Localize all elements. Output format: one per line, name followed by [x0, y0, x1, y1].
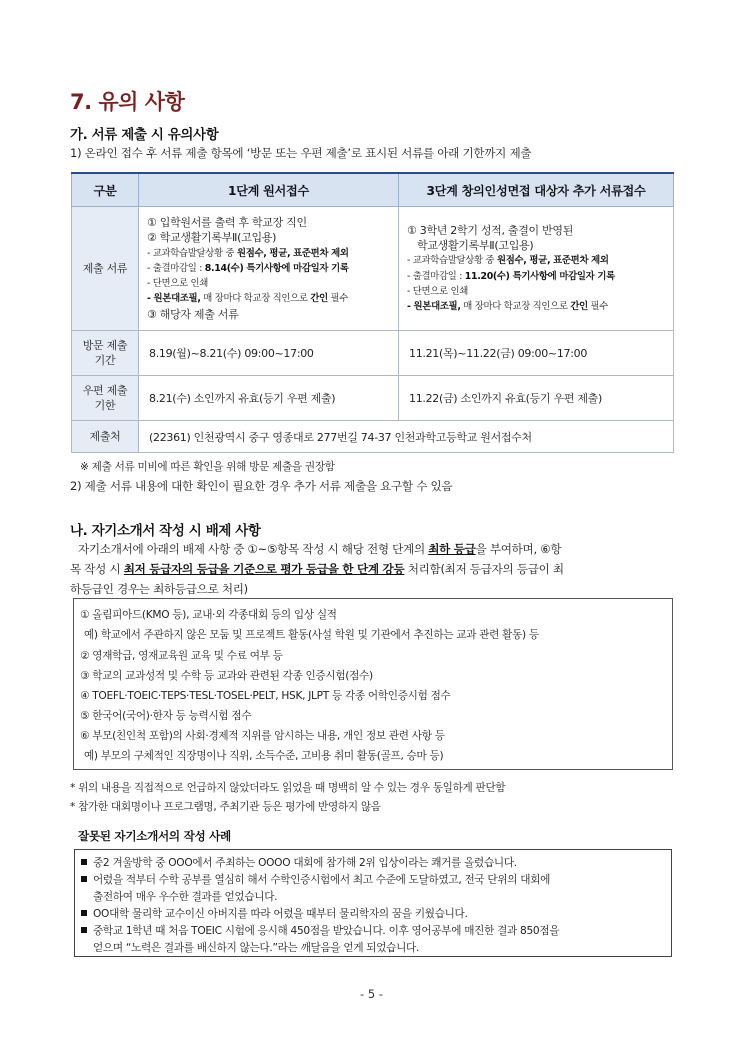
cell-stage3-mail: [399, 376, 674, 421]
square-bullet-icon: [81, 927, 87, 933]
visit-period-stage1: 8.19(월)~8.21(수) 09:00~17:00: [149, 347, 314, 360]
stage1-item2: ② 학교생활기록부Ⅱ(고입용): [147, 231, 277, 245]
note-visit-recommend: ※ 제출 서류 미비에 따른 확인을 위해 방문 제출을 권장함: [80, 461, 335, 473]
note-text: 필수: [327, 293, 349, 305]
exclusion-intro-line2: [70, 561, 564, 577]
intro-text: 을 부여하며, ⑥항: [475, 542, 562, 556]
bad-example-continuation: 얻으며 “노력은 결과를 배신하지 않는다.”라는 깨달음을 얻게 되었습니다.: [93, 942, 420, 954]
exclusion-item: ⑤ 한국어(국어)·한자 등 능력시험 점수: [80, 710, 252, 722]
intro-text: 처리함(최저 등급자의 등급이 최: [404, 562, 564, 576]
stage3-note4: [407, 299, 665, 314]
cell-destination: [139, 421, 674, 453]
stage1-note3: - 단면으로 인쇄: [147, 278, 208, 290]
note-text: - 출결마감일 :: [147, 262, 205, 274]
instruction-line-2: 2) 제출 서류 내용에 대한 확인이 필요한 경우 추가 서류 제출을 요구할 수 있음: [70, 479, 453, 493]
intro-text: 목 작성 시: [70, 562, 124, 576]
square-bullet-icon: [81, 859, 87, 865]
exclusion-item: 예) 학교에서 주관하지 않은 모둠 및 프로젝트 활동(사설 학원 및 기관에서 추진하는 교과 관련 활동) 등: [84, 629, 539, 641]
stage1-note2: [147, 261, 390, 276]
cell-stage1-visit: [139, 331, 399, 376]
note-text: 매 장마다 학교장 직인으로: [200, 293, 311, 305]
square-bullet-icon: [81, 876, 87, 882]
exclusion-item: 예) 부모의 구체적인 직장명이나 직위, 소득수준, 고비용 취미 활동(골프, 승마 등): [84, 750, 444, 762]
intro-emphasis: 최하 등급: [428, 542, 476, 556]
intro-text: 자기소개서에 아래의 배제 사항 중 ①~⑤항목 작성 시 해당 전형 단계의: [78, 542, 429, 556]
stage1-item1: ① 입학원서를 출력 후 학교장 직인: [147, 215, 307, 229]
cell-stage1-docs: [139, 207, 399, 331]
header-stage3: 3단계 창의인성면접 대상자 추가 서류접수: [399, 173, 674, 207]
row-label-visit: [72, 331, 139, 376]
exclusion-item: ② 영재학급, 영재교육원 교육 및 수료 여부 등: [80, 650, 283, 662]
note-text: 필수: [587, 301, 609, 313]
row-label-line: 방문 제출: [82, 339, 128, 352]
stage3-note3: - 단면으로 인쇄: [407, 285, 468, 297]
table-row-destination: [72, 421, 674, 453]
row-label-line: 기한: [94, 399, 116, 412]
bad-example-text: OO대학 물리학 교수이신 아버지를 따라 어렸을 때부터 물리학자의 꿈을 키웠습니다.: [93, 908, 468, 920]
mail-deadline-stage1: 8.21(수) 소인까지 유효(등기 우편 제출): [149, 392, 336, 405]
note-bold: 원점수, 평균, 표준편차 제외: [496, 255, 609, 267]
note-bold: - 원본대조필,: [407, 301, 461, 313]
star-note: * 위의 내용을 직접적으로 언급하지 않았더라도 읽었을 때 명백히 알 수 있는 경우 동일하게 판단함: [70, 782, 506, 794]
note-bold: 원점수, 평균, 표준편차 제외: [236, 247, 349, 259]
note-text: - 교과학습발달상황 중: [407, 255, 497, 267]
bad-examples-box: [74, 849, 672, 957]
submission-schedule-table: [71, 172, 674, 453]
table-row-visit: [72, 331, 674, 376]
table-row-docs: [72, 207, 674, 331]
exclusion-list-box: [73, 598, 673, 770]
note-bold: 11.20(수) 특기사항에 마감일자 기록: [464, 270, 615, 282]
stage1-item3: ③ 해당자 제출 서류: [147, 307, 239, 321]
exclusion-intro-line3: 하등급인 경우는 최하등급으로 처리): [70, 582, 248, 596]
stage3-note1: [407, 253, 665, 268]
note-bold: - 원본대조필,: [147, 293, 201, 305]
cell-stage3-visit: [399, 331, 674, 376]
bad-example-text: 중학교 1학년 때 처음 TOEIC 시험에 응시해 450점을 받았습니다. 이후 영어공부에 매진한 결과 850점을: [93, 925, 560, 937]
note-bold: 8.14(수) 특기사항에 마감일자 기록: [204, 262, 349, 274]
bad-example-item: [81, 872, 550, 887]
cell-stage3-docs: [399, 207, 674, 331]
bad-example-item: [81, 906, 468, 921]
stage1-note4: [147, 291, 390, 306]
table-row-mail: [72, 376, 674, 421]
visit-period-stage3: 11.21(목)~11.22(금) 09:00~17:00: [409, 347, 588, 360]
subsection-a-title: 가. 서류 제출 시 유의사항: [70, 127, 219, 143]
exclusion-item: ④ TOEFL·TOEIC·TEPS·TESL·TOSEL·PELT, HSK, JLPT 등 각종 어학인증시험 점수: [80, 690, 451, 702]
bad-example-continuation: 출전하여 매우 우수한 결과를 얻었습니다.: [93, 891, 278, 903]
mail-deadline-stage3: 11.22(금) 소인까지 유효(등기 우편 제출): [409, 392, 602, 405]
page-number: - 5 -: [360, 987, 383, 1001]
stage1-note1: [147, 246, 390, 261]
destination-address: (22361) 인천광역시 중구 영종대로 277번길 74-37 인천과학고등학교 원서접수처: [149, 430, 532, 444]
header-stage1: 1단계 원서접수: [139, 173, 399, 207]
exclusion-item: ① 올림피아드(KMO 등), 교내·외 각종대회 등의 입상 실적: [80, 609, 337, 621]
star-note: * 참가한 대회명이나 프로그램명, 주최기관 등은 평가에 반영하지 않음: [70, 801, 381, 813]
bad-example-item: [81, 855, 517, 870]
note-bold: 간인: [310, 293, 328, 305]
row-label-mail: [72, 376, 139, 421]
exclusion-item: ③ 학교의 교과성적 및 수학 등 교과와 관련된 각종 인증시험(점수): [80, 670, 373, 682]
cell-stage1-mail: [139, 376, 399, 421]
subsection-b-title: 나. 자기소개서 작성 시 배제 사항: [70, 523, 261, 539]
intro-emphasis: 최저 등급자의 등급을 기준으로 평가 등급을 한 단계 강등: [123, 562, 405, 576]
note-text: - 교과학습발달상황 중: [147, 247, 237, 259]
bad-examples-title: 잘못된 자기소개서의 작성 사례: [78, 829, 231, 843]
bad-example-item: [81, 923, 559, 938]
exclusion-intro-line1: [78, 541, 561, 557]
note-text: 매 장마다 학교장 직인으로: [460, 301, 571, 313]
exclusion-item: ⑥ 부모(친인척 포함)의 사회·경제적 지위를 암시하는 내용, 개인 정보 관련 사항 등: [80, 730, 445, 742]
note-text: - 출결마감일 :: [407, 270, 465, 282]
section-title: 7. 유의 사항: [70, 90, 185, 114]
instruction-line-1: 1) 온라인 접수 후 서류 제출 항목에 ‘방문 또는 우편 제출’로 표시된 서류를 아래 기한까지 제출: [70, 146, 532, 160]
row-label-line: 기간: [94, 354, 116, 367]
bad-example-text: 어렸을 적부터 수학 공부를 열심히 해서 수학인증시험에서 최고 수준에 도달하였고, 전국 단위의 대회에: [93, 874, 551, 886]
stage3-note2: [407, 269, 665, 284]
stage3-item1b: 학교생활기록부Ⅱ(고입용): [417, 238, 534, 252]
bad-example-text: 중2 겨울방학 중 OOO에서 주최하는 OOOO 대회에 참가해 2위 입상이라는 쾌거를 올렸습니다.: [93, 857, 517, 869]
row-label-destination: 제출처: [72, 421, 139, 453]
row-label-line: 우편 제출: [82, 384, 128, 397]
table-header-row: [72, 173, 674, 207]
stage3-item1: ① 3학년 2학기 성적, 출결이 반영된: [407, 223, 574, 237]
header-category: 구분: [72, 173, 139, 207]
square-bullet-icon: [81, 910, 87, 916]
row-label-docs: 제출 서류: [72, 207, 139, 331]
note-bold: 간인: [570, 301, 588, 313]
